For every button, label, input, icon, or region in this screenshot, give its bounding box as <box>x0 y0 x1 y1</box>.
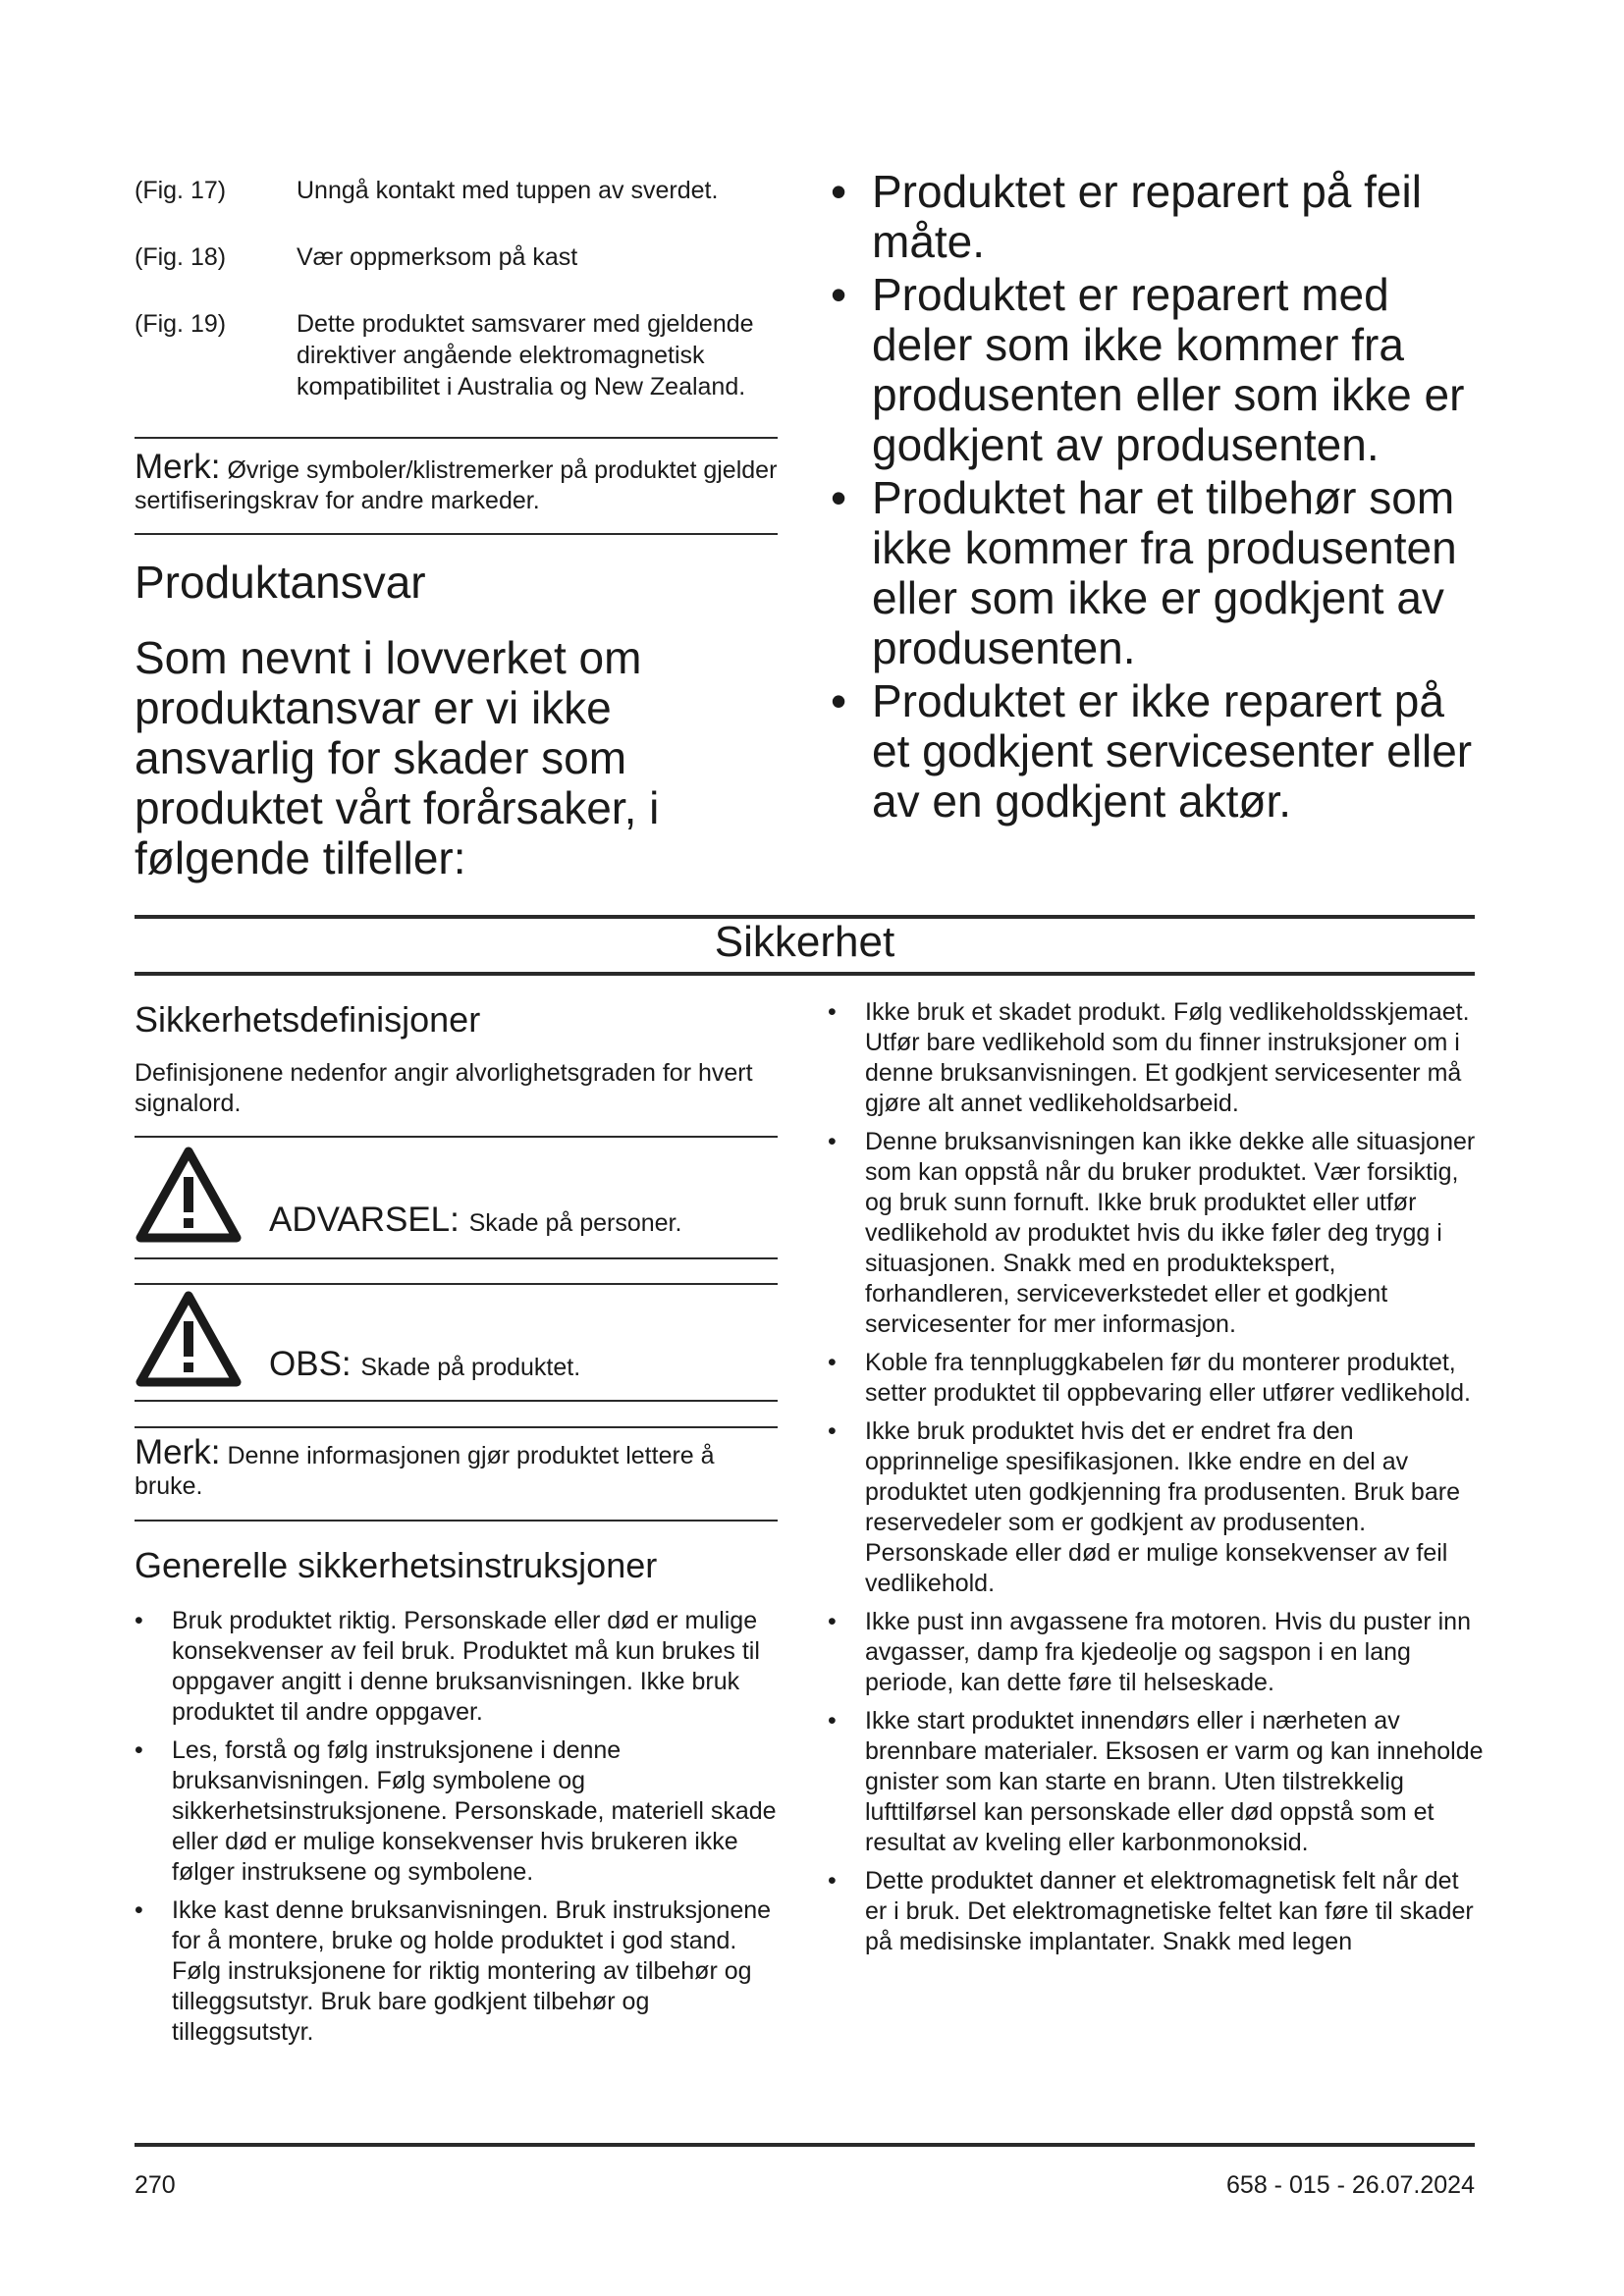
note-definition <box>135 1433 778 1502</box>
section-title: Sikkerhet <box>714 918 895 966</box>
caution-label <box>269 1345 580 1384</box>
footer-rule <box>135 2143 1475 2147</box>
signal-word: OBS: <box>269 1345 352 1383</box>
caution-definition <box>135 1290 778 1398</box>
note-text: Øvrige symboler/klistremerker på produktet gjelder sertifiseringskrav for andre markeder. <box>135 456 778 514</box>
divider <box>135 533 778 535</box>
figure-text: Vær oppmerksom på kast <box>297 243 578 271</box>
list-item: • Ikke kast denne bruksanvisningen. Bruk instruksjonene for å montere, bruke og holde produktet i god stand. Følg instruksjonene for riktig montering av tilbehør og tilleggsutstyr. Bruk bare godkjent tilbehør og tilleggsutstyr. <box>135 1896 778 2048</box>
produktansvar-body: Som nevnt i lovverket om produktansvar er vi ikke ansvarlig for skader som produktet vårt forårsaker, i følgende tilfeller: <box>135 632 660 883</box>
figure-row <box>135 175 778 206</box>
definitions-intro: Definisjonene nedenfor angir alvorlighetsgraden for hvert signalord. <box>135 1059 753 1117</box>
figure-row <box>135 241 778 273</box>
divider <box>135 1426 778 1428</box>
produktansvar-heading: Produktansvar <box>135 557 426 608</box>
document-id: 658 - 015 - 26.07.2024 <box>1226 2171 1475 2199</box>
list-item: • Produktet er reparert på feil måte. <box>823 167 1490 267</box>
list-item: • Produktet er reparert med deler som ikke kommer fra produsenten eller som ikke er godkjent av produsenten. <box>823 270 1490 470</box>
divider <box>135 1257 778 1259</box>
list-item: • Denne bruksanvisningen kan ikke dekke alle situasjoner som kan oppstå når du bruker produktet. Vær forsiktig, og bruk sunn fornuft. Ikke bruk produktet eller utfør vedlikehold av produktet hvis du ikke føler deg trygg i situasjonen. Snakk med en produktekspert, forhandleren, serviceverkstedet eller et godkjent servicesenter for mer informasjon. <box>828 1127 1486 1340</box>
divider <box>135 1520 778 1522</box>
divider <box>135 1136 778 1138</box>
caution-triangle-icon <box>135 1290 243 1388</box>
list-item: • Ikke pust inn avgassene fra motoren. Hvis du puster inn avgasser, damp fra kjedeolje og sagspon i en lang periode, kan dette føre til helseskade. <box>828 1607 1486 1698</box>
list-item: • Produktet har et tilbehør som ikke kommer fra produsenten eller som ikke er godkjent av produsenten. <box>823 473 1490 673</box>
signal-description: Skade på produktet. <box>360 1354 581 1381</box>
divider <box>135 1283 778 1285</box>
signal-description: Skade på personer. <box>468 1209 682 1237</box>
figure-text: Dette produktet samsvarer med gjeldende direktiver angående elektromagnetisk kompatibilitet i Australia og New Zealand. <box>297 310 754 400</box>
general-safety-heading: Generelle sikkerhetsinstruksjoner <box>135 1545 658 1585</box>
list-item: • Ikke bruk produktet hvis det er endret fra den opprinnelige spesifikasjonen. Ikke endre en del av produktet uten godkjenning fra produsenten. Bruk bare reservedeler som er godkjent av produsenten. Personskade eller død er mulige konsekvenser av feil vedlikehold. <box>828 1416 1486 1599</box>
warning-triangle-icon <box>135 1146 243 1244</box>
list-item: • Produktet er ikke reparert på et godkjent servicesenter eller av en godkjent aktør. <box>823 676 1490 827</box>
divider <box>135 1400 778 1402</box>
general-safety-list-right <box>828 997 1486 1965</box>
warning-label <box>269 1201 681 1240</box>
definitions-heading: Sikkerhetsdefinisjoner <box>135 999 481 1040</box>
figure-legend <box>135 175 778 438</box>
note-label: Merk: <box>135 448 221 486</box>
figure-ref: (Fig. 18) <box>135 243 227 271</box>
produktansvar-list <box>823 167 1490 829</box>
warning-definition <box>135 1146 778 1254</box>
list-item: • Dette produktet danner et elektromagnetisk felt når det er i bruk. Det elektromagnetiske feltet kan føre til skader på medisinske implantater. Snakk med legen <box>828 1866 1486 1957</box>
section-rule-bottom <box>135 972 1475 976</box>
list-item: • Les, forstå og følg instruksjonene i denne bruksanvisningen. Følg symbolene og sikkerhetsinstruksjonene. Personskade, materiell skade eller død er mulige konsekvenser hvis brukeren ikke følger instruksene og symbolene. <box>135 1735 778 1888</box>
figure-row <box>135 308 778 402</box>
page-number: 270 <box>135 2171 176 2199</box>
figure-ref: (Fig. 17) <box>135 177 227 204</box>
list-item: • Bruk produktet riktig. Personskade eller død er mulige konsekvenser av feil bruk. Produktet må kun brukes til oppgaver angitt i denne bruksanvisningen. Ikke bruk produktet til andre oppgaver. <box>135 1606 778 1728</box>
list-item: • Ikke bruk et skadet produkt. Følg vedlikeholdsskjemaet. Utfør bare vedlikehold som du finner instruksjoner om i denne bruksanvisningen. Et godkjent servicesenter må gjøre alt annet vedlikeholdsarbeid. <box>828 997 1486 1119</box>
note-label: Merk: <box>135 1433 221 1471</box>
general-safety-list-left <box>135 1606 778 2056</box>
note-text: Denne informasjonen gjør produktet lettere å bruke. <box>135 1442 715 1500</box>
divider <box>135 437 778 439</box>
figure-text: Unngå kontakt med tuppen av sverdet. <box>297 177 719 204</box>
note-symbols <box>135 448 778 516</box>
list-item: • Koble fra tennpluggkabelen før du monterer produktet, setter produktet til oppbevaring eller utfører vedlikehold. <box>828 1348 1486 1409</box>
list-item: • Ikke start produktet innendørs eller i nærheten av brennbare materialer. Eksosen er varm og kan inneholde gnister som kan starte en brann. Uten tilstrekkelig lufttilførsel kan personskade eller død oppstå som et resultat av kveling eller karbonmonoksid. <box>828 1706 1486 1858</box>
signal-word: ADVARSEL: <box>269 1201 460 1239</box>
figure-ref: (Fig. 19) <box>135 310 227 338</box>
